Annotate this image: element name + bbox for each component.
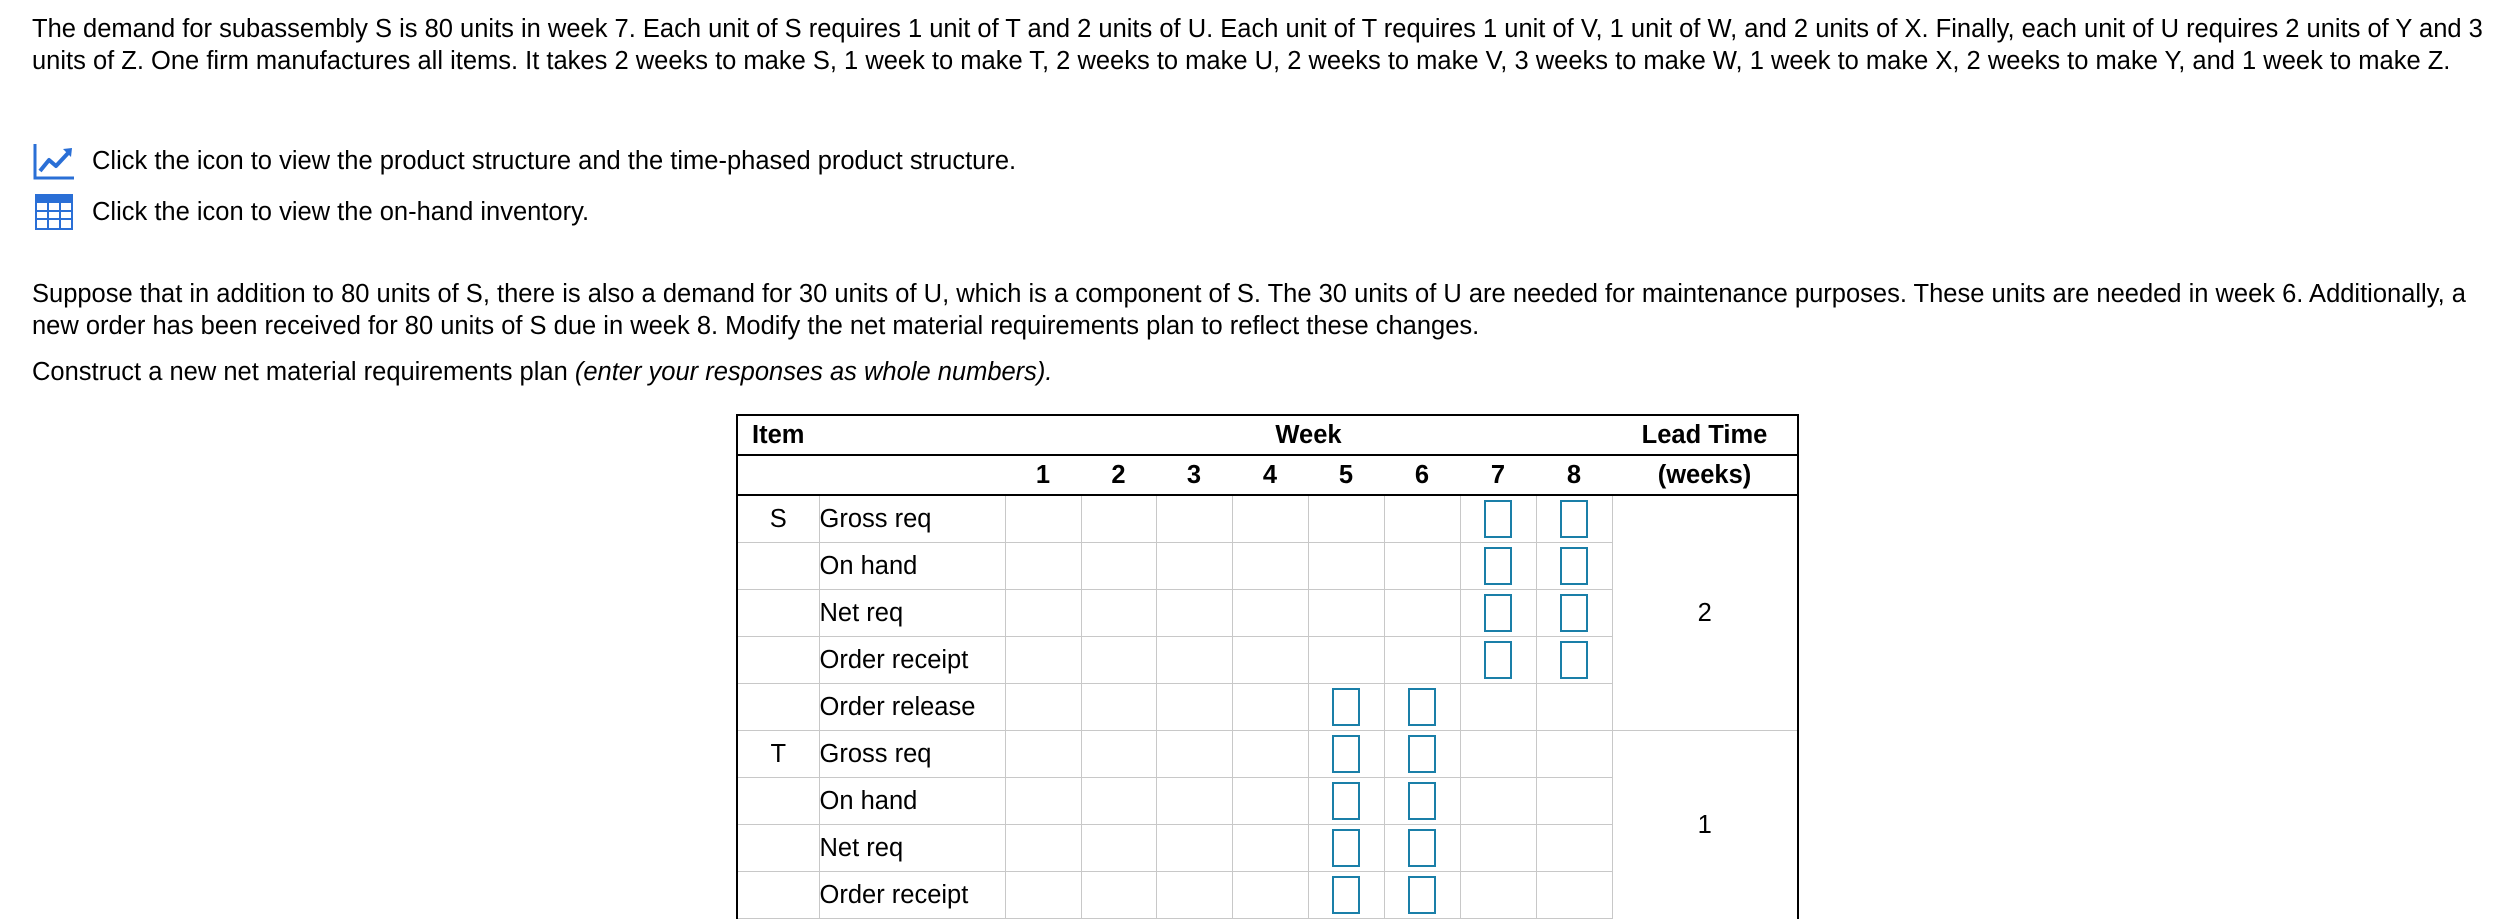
week-8-cell (1536, 778, 1612, 825)
mrp-table (736, 414, 1799, 919)
week-3-cell (1156, 590, 1232, 637)
item-header: Item (737, 415, 1005, 455)
week-8-cell (1536, 731, 1612, 778)
week-8-cell (1536, 872, 1612, 919)
week-5-cell (1308, 495, 1384, 543)
week-1-cell (1005, 731, 1081, 778)
week-5-cell (1308, 825, 1384, 872)
week-5-cell (1308, 731, 1384, 778)
week-6-cell (1384, 872, 1460, 919)
week-7-cell (1460, 637, 1536, 684)
week-7-cell (1460, 731, 1536, 778)
week-1-cell (1005, 684, 1081, 731)
answer-input[interactable] (1484, 594, 1512, 632)
week-4-cell (1232, 731, 1308, 778)
week-2-cell (1081, 778, 1156, 825)
lead-time-value: 2 (1612, 495, 1798, 731)
week-8-cell (1536, 495, 1612, 543)
row-label: Net req (819, 590, 1005, 637)
week-6-cell (1384, 495, 1460, 543)
header-row-1 (737, 415, 1798, 455)
week-2-cell (1081, 590, 1156, 637)
week-6-cell (1384, 543, 1460, 590)
answer-input[interactable] (1332, 735, 1360, 773)
answer-input[interactable] (1408, 829, 1436, 867)
answer-input[interactable] (1560, 594, 1588, 632)
item-name-cell: T (737, 731, 819, 778)
week-number: 6 (1384, 455, 1460, 495)
item-name-cell (737, 825, 819, 872)
week-4-cell (1232, 684, 1308, 731)
lead-time-unit: (weeks) (1612, 455, 1798, 495)
week-1-cell (1005, 637, 1081, 684)
lead-time-header: Lead Time (1612, 415, 1798, 455)
item-name-cell (737, 684, 819, 731)
week-1-cell (1005, 872, 1081, 919)
item-name-cell (737, 590, 819, 637)
item-name-cell: S (737, 495, 819, 543)
week-7-cell (1460, 684, 1536, 731)
inventory-link-text: Click the icon to view the on-hand inventory. (92, 198, 590, 226)
row-label: Gross req (819, 731, 1005, 778)
answer-input[interactable] (1560, 547, 1588, 585)
week-2-cell (1081, 872, 1156, 919)
row-label: Gross req (819, 495, 1005, 543)
week-6-cell (1384, 731, 1460, 778)
week-2-cell (1081, 637, 1156, 684)
week-3-cell (1156, 825, 1232, 872)
week-number: 3 (1156, 455, 1232, 495)
week-4-cell (1232, 872, 1308, 919)
week-2-cell (1081, 825, 1156, 872)
week-5-cell (1308, 543, 1384, 590)
answer-input[interactable] (1408, 735, 1436, 773)
week-3-cell (1156, 637, 1232, 684)
week-number: 2 (1081, 455, 1156, 495)
week-7-cell (1460, 778, 1536, 825)
item-name-cell (737, 778, 819, 825)
answer-input[interactable] (1332, 876, 1360, 914)
week-4-cell (1232, 637, 1308, 684)
answer-input[interactable] (1484, 500, 1512, 538)
week-3-cell (1156, 778, 1232, 825)
week-1-cell (1005, 825, 1081, 872)
item-name-cell (737, 872, 819, 919)
week-number: 5 (1308, 455, 1384, 495)
week-header: Week (1005, 415, 1612, 455)
inventory-link-line[interactable] (32, 192, 589, 232)
week-4-cell (1232, 590, 1308, 637)
week-7-cell (1460, 543, 1536, 590)
instruction-main: Construct a new net material requirements plan (32, 358, 575, 386)
row-label: Order receipt (819, 637, 1005, 684)
mrp-body (737, 495, 1798, 919)
week-8-cell (1536, 684, 1612, 731)
problem-intro: The demand for subassembly S is 80 units in week 7. Each unit of S requires 1 unit of T and 2 units of U. Each unit of T requires 1 unit of V, 1 unit of W, and 2 units of X. Finally, each unit of U requires 2 units of Y and 3 units of Z. One firm manufactures all items. It takes 2 weeks to make S, 1 week to make T, 2 weeks to make U, 2 weeks to make V, 3 weeks to make W, 1 week to make X, 2 weeks to make Y, and 1 week to make Z. (32, 15, 2483, 75)
structure-link-line[interactable] (32, 141, 1016, 181)
week-6-cell (1384, 825, 1460, 872)
week-7-cell (1460, 825, 1536, 872)
answer-input[interactable] (1408, 782, 1436, 820)
row-label: Order release (819, 684, 1005, 731)
week-7-cell (1460, 590, 1536, 637)
week-2-cell (1081, 684, 1156, 731)
table-row (737, 495, 1798, 543)
week-3-cell (1156, 543, 1232, 590)
week-5-cell (1308, 684, 1384, 731)
header-row-2 (737, 455, 1798, 495)
week-number: 8 (1536, 455, 1612, 495)
week-8-cell (1536, 590, 1612, 637)
blank-header (737, 455, 1005, 495)
answer-input[interactable] (1332, 688, 1360, 726)
week-number: 4 (1232, 455, 1308, 495)
answer-input[interactable] (1560, 641, 1588, 679)
answer-input[interactable] (1332, 829, 1360, 867)
answer-input[interactable] (1332, 782, 1360, 820)
week-6-cell (1384, 590, 1460, 637)
lead-time-value: 1 (1612, 731, 1798, 919)
row-label: Net req (819, 825, 1005, 872)
week-5-cell (1308, 637, 1384, 684)
week-6-cell (1384, 684, 1460, 731)
week-1-cell (1005, 590, 1081, 637)
answer-input[interactable] (1408, 876, 1436, 914)
structure-link-text: Click the icon to view the product structure and the time-phased product structure. (92, 147, 1017, 175)
week-5-cell (1308, 778, 1384, 825)
item-name-cell (737, 543, 819, 590)
week-4-cell (1232, 495, 1308, 543)
week-4-cell (1232, 543, 1308, 590)
week-2-cell (1081, 731, 1156, 778)
week-number: 1 (1005, 455, 1081, 495)
week-3-cell (1156, 731, 1232, 778)
week-number: 7 (1460, 455, 1536, 495)
week-7-cell (1460, 872, 1536, 919)
week-1-cell (1005, 543, 1081, 590)
instruction-note: (enter your responses as whole numbers). (574, 358, 1053, 386)
table-grid-icon[interactable] (32, 192, 76, 232)
scenario-text: Suppose that in addition to 80 units of S, there is also a demand for 30 units of U, which is a component of S. The 30 units of U are needed for maintenance purposes. These units are needed in week 6. Additionally, a new order has been received for 80 units of S due in week 8. Modify the net material requirements plan to reflect these changes. (32, 280, 2466, 340)
week-3-cell (1156, 495, 1232, 543)
week-7-cell (1460, 495, 1536, 543)
line-chart-icon[interactable] (32, 141, 76, 181)
week-8-cell (1536, 637, 1612, 684)
answer-input[interactable] (1408, 688, 1436, 726)
week-5-cell (1308, 872, 1384, 919)
row-label: Order receipt (819, 872, 1005, 919)
week-2-cell (1081, 495, 1156, 543)
instruction (32, 356, 2498, 388)
row-label: On hand (819, 543, 1005, 590)
week-4-cell (1232, 825, 1308, 872)
item-name-cell (737, 637, 819, 684)
week-5-cell (1308, 590, 1384, 637)
row-label: On hand (819, 778, 1005, 825)
week-4-cell (1232, 778, 1308, 825)
week-8-cell (1536, 543, 1612, 590)
week-3-cell (1156, 872, 1232, 919)
answer-input[interactable] (1560, 500, 1588, 538)
week-1-cell (1005, 495, 1081, 543)
answer-input[interactable] (1484, 641, 1512, 679)
week-6-cell (1384, 778, 1460, 825)
week-1-cell (1005, 778, 1081, 825)
week-3-cell (1156, 684, 1232, 731)
table-row (737, 731, 1798, 778)
week-6-cell (1384, 637, 1460, 684)
answer-input[interactable] (1484, 547, 1512, 585)
week-8-cell (1536, 825, 1612, 872)
week-2-cell (1081, 543, 1156, 590)
